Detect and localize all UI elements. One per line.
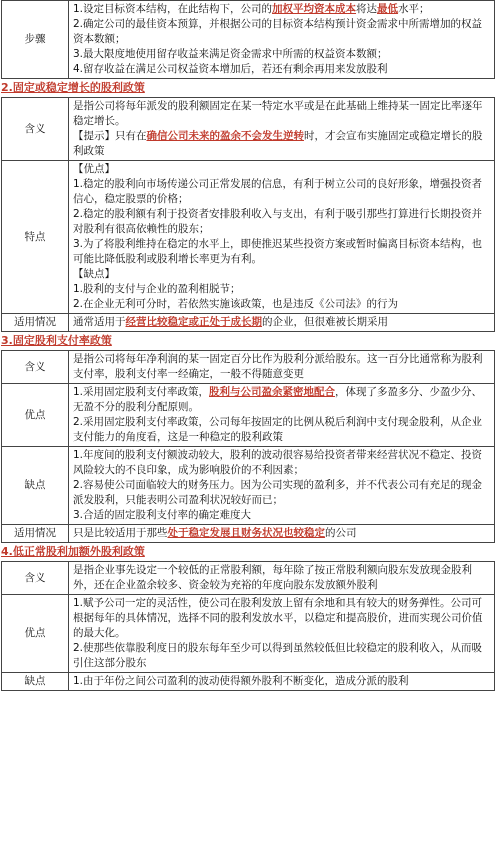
section-title xyxy=(0,79,496,97)
table-row xyxy=(2,1,495,79)
row-content xyxy=(69,562,495,595)
text-line: 2.使那些依靠股利度日的股东每年至少可以得到虽然较低但比较稳定的股利收入，从而吸引住这部分股东 xyxy=(73,642,483,669)
section2-table xyxy=(1,97,495,332)
row-content xyxy=(69,384,495,447)
section-title-text: 4.低正常股利加额外股利政策 xyxy=(1,545,145,558)
section-title xyxy=(0,332,496,350)
section-title-text: 2.固定或稳定增长的股利政策 xyxy=(1,81,145,94)
text-line: 只是比较适用于那些处于稳定发展且财务状况也较稳定的公司 xyxy=(73,527,357,539)
row-content xyxy=(69,595,495,673)
table-row xyxy=(2,525,495,543)
text-line: 1.赋予公司一定的灵活性，使公司在股利发放上留有余地和具有较大的财务弹性。公司可根据每年的具体情况，选择不同的股利发放水平，以稳定和提高股价，进而实现公司价值的最大化。 xyxy=(73,597,483,639)
text-line: 3.为了将股利维持在稳定的水平上，即使推迟某些投资方案或暂时偏离目标资本结构，也可能比降低股利或股利增长率更为有利。 xyxy=(73,238,483,265)
text-line: 2.确定公司的最佳资本预算，并根据公司的目标资本结构预计资金需求中所需增加的权益资本数额； xyxy=(73,18,483,45)
row-content xyxy=(69,673,495,691)
row-content xyxy=(69,1,495,79)
row-label: 含义 xyxy=(2,351,69,384)
row-label: 含义 xyxy=(2,98,69,161)
table-row xyxy=(2,447,495,525)
highlight-term: 处于稳定发展且财务状况也较稳定 xyxy=(167,527,325,539)
row-content xyxy=(69,314,495,332)
row-label: 适用情况 xyxy=(2,525,69,543)
text-line: 1.股利的支付与企业的盈利相脱节； xyxy=(73,283,241,295)
section-title-text: 3.固定股利支付率政策 xyxy=(1,334,112,347)
row-content xyxy=(69,525,495,543)
steps-table xyxy=(1,0,495,79)
text-line: 3.合适的固定股利支付率的确定难度大 xyxy=(73,509,252,521)
row-content xyxy=(69,351,495,384)
highlight-term: 加权平均资本成本 xyxy=(272,3,357,15)
text-line: 4.留存收益在满足公司权益资本增加后，若还有剩余再用来发放股利 xyxy=(73,63,388,75)
text-line: 【优点】 xyxy=(73,163,115,175)
text-line: 通常适用于经营比较稳定或正处于成长期的企业，但很难被长期采用 xyxy=(73,316,388,328)
text-line: 是指公司将每年派发的股利额固定在某一特定水平或是在此基础上维持某一固定比率逐年稳定增长。 xyxy=(73,100,483,127)
table-row xyxy=(2,314,495,332)
highlight-term: 经营比较稳定或正处于成长期 xyxy=(125,316,262,328)
text-line: 2.稳定的股利额有利于投资者安排股利收入与支出，有利于吸引那些打算进行长期投资并对股利有很高依赖性的股东； xyxy=(73,208,483,235)
table-row xyxy=(2,384,495,447)
text-line: 1.年度间的股利支付额波动较大，股利的波动很容易给投资者带来经营状况不稳定、投资风险较大的不良印象，成为影响股价的不利因素； xyxy=(73,449,483,476)
row-label: 含义 xyxy=(2,562,69,595)
highlight-term: 确信公司未来的盈余不会发生逆转 xyxy=(146,130,304,142)
row-label: 优点 xyxy=(2,384,69,447)
row-content xyxy=(69,447,495,525)
text-line: 2.采用固定股利支付率政策，公司每年按固定的比例从税后利润中支付现金股利，从企业支付能力的角度看，这是一种稳定的股利政策 xyxy=(73,416,483,443)
table-row xyxy=(2,562,495,595)
text-line: 【缺点】 xyxy=(73,268,115,280)
row-label: 适用情况 xyxy=(2,314,69,332)
table-row xyxy=(2,98,495,161)
text-line: 是指企业事先设定一个较低的正常股利额，每年除了按正常股利额向股东发放现金股利外，还在企业盈余较多、资金较为充裕的年度向股东发放额外股利 xyxy=(73,564,472,591)
row-label: 优点 xyxy=(2,595,69,673)
table-row xyxy=(2,161,495,314)
highlight-term: 股利与公司盈余紧密地配合 xyxy=(209,386,336,398)
row-label: 特点 xyxy=(2,161,69,314)
text-line: 1.采用固定股利支付率政策，股利与公司盈余紧密地配合，体现了多盈多分、少盈少分、无盈不分的股利分配原则。 xyxy=(73,386,483,413)
text-line: 2.在企业无利可分时，若依然实施该政策，也是违反《公司法》的行为 xyxy=(73,298,399,310)
section3-table xyxy=(1,350,495,543)
table-row xyxy=(2,595,495,673)
row-content xyxy=(69,161,495,314)
text-line: 1.稳定的股利向市场传递公司正常发展的信息，有利于树立公司的良好形象，增强投资者信心，稳定股票的价格； xyxy=(73,178,483,205)
text-line: 是指公司将每年净利润的某一固定百分比作为股利分派给股东。这一百分比通常称为股利支付率，股利支付率一经确定，一般不得随意变更 xyxy=(73,353,483,380)
row-label: 缺点 xyxy=(2,673,69,691)
text-line: 2.容易使公司面临较大的财务压力。因为公司实现的盈利多，并不代表公司有充足的现金派发股利，只能表明公司盈利状况较好而已； xyxy=(73,479,483,506)
row-label: 步骤 xyxy=(2,1,69,79)
row-label: 缺点 xyxy=(2,447,69,525)
text-line: 1.设定目标资本结构，在此结构下，公司的加权平均资本成本将达最低水平； xyxy=(73,3,430,15)
section-title xyxy=(0,543,496,561)
section4-table xyxy=(1,561,495,691)
table-row xyxy=(2,673,495,691)
text-line: 1.由于年份之间公司盈利的波动使得额外股利不断变化，造成分派的股利 xyxy=(73,675,409,687)
highlight-term: 最低 xyxy=(377,3,399,15)
table-row xyxy=(2,351,495,384)
text-line: 3.最大限度地使用留存收益来满足资金需求中所需的权益资本数额； xyxy=(73,48,388,60)
text-line: 【提示】只有在确信公司未来的盈余不会发生逆转时，才会宣布实施固定或稳定增长的股利政策 xyxy=(73,130,483,157)
row-content xyxy=(69,98,495,161)
